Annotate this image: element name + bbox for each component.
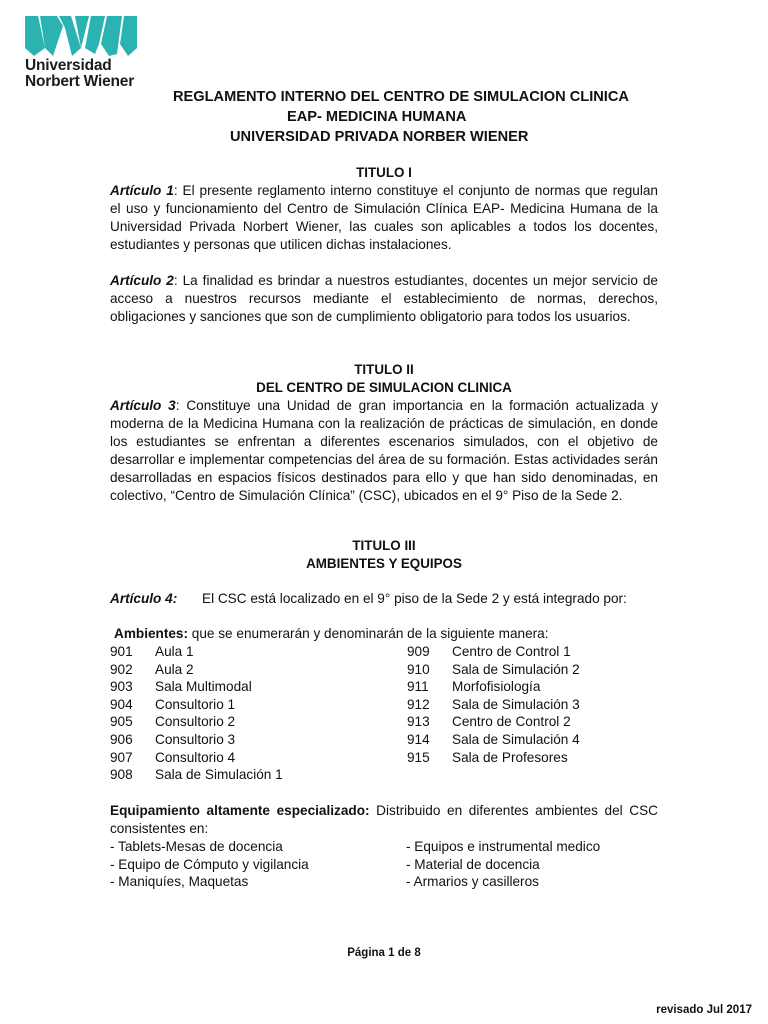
room-name: Centro de Control 2 xyxy=(452,714,571,730)
room-row xyxy=(407,643,667,661)
room-name: Consultorio 3 xyxy=(155,731,236,747)
room-name: Sala de Simulación 2 xyxy=(452,661,580,677)
titulo-2-subheading: DEL CENTRO DE SIMULACION CLINICA xyxy=(256,380,512,395)
room-name: Aula 1 xyxy=(155,644,194,659)
revision-note: revisado Jul 2017 xyxy=(656,1004,752,1016)
equipment-row xyxy=(110,838,670,856)
equipamiento-label: Equipamiento altamente especializado: xyxy=(110,803,370,818)
room-number: 903 xyxy=(110,679,133,695)
logo-book-icon xyxy=(25,14,137,58)
ambientes-intro xyxy=(114,625,662,643)
room-row xyxy=(407,696,667,714)
room-number: 902 xyxy=(110,661,133,677)
room-row xyxy=(407,661,667,679)
equipment-list xyxy=(110,838,670,891)
room-row xyxy=(110,731,370,749)
article-1-text: : El presente reglamento interno constituye el conjunto de normas que regulan el uso y funcionamiento del Centro de Simulación Clínica EAP- Medicina Humana de la Universidad Privada Norbert Wiener, las cuales son aplicables a todos los docentes, estudiantes y personas que utilicen dichas instalaciones. xyxy=(110,183,658,252)
room-row xyxy=(407,713,667,731)
equipamiento-text: Distribuido en diferentes ambientes del CSC consistentes en: xyxy=(110,803,658,836)
article-3-label: Artículo 3 xyxy=(110,398,176,413)
equipment-item: - Tablets-Mesas de docencia xyxy=(110,839,283,854)
room-number: 910 xyxy=(407,661,430,677)
article-2-text: : La finalidad es brindar a nuestros estudiantes, docentes un mejor servicio de acceso a nuestros recursos mediante el establecimiento de normas, derechos, obligaciones y sanciones que son de cumplimiento obligatorio para todos los usuarios. xyxy=(110,273,658,324)
room-number: 901 xyxy=(110,644,133,659)
ambientes-text: que se enumerarán y denominarán de la siguiente manera: xyxy=(188,626,549,641)
rooms-left-column xyxy=(110,643,370,784)
article-1-label: Artículo 1 xyxy=(110,183,174,198)
room-number: 913 xyxy=(407,714,430,730)
rooms-right-column xyxy=(407,643,667,766)
university-logo xyxy=(25,14,145,90)
article-4-text: El CSC está localizado en el 9° piso de la Sede 2 y está integrado por: xyxy=(202,591,627,606)
ambientes-label: Ambientes: xyxy=(114,626,189,641)
room-number: 911 xyxy=(407,679,429,695)
article-1 xyxy=(110,182,658,254)
room-name: Consultorio 4 xyxy=(155,749,236,765)
page-number: Página 1 de 8 xyxy=(347,947,421,959)
room-number: 915 xyxy=(407,749,430,765)
room-number: 905 xyxy=(110,714,133,730)
room-name: Sala Multimodal xyxy=(155,679,252,695)
room-row xyxy=(110,678,370,696)
logo-line-2: Norbert Wiener xyxy=(25,73,135,90)
room-name: Morfofisiología xyxy=(452,679,541,695)
room-name: Consultorio 1 xyxy=(155,696,236,712)
equipamiento-intro xyxy=(110,802,658,838)
doc-title-line-2: EAP- MEDICINA HUMANA xyxy=(287,109,467,125)
room-number: 904 xyxy=(110,696,133,712)
room-name: Sala de Simulación 3 xyxy=(452,696,580,712)
room-number: 908 xyxy=(110,767,133,783)
room-number: 914 xyxy=(407,731,430,747)
titulo-2-heading: TITULO II xyxy=(354,362,414,377)
article-2-label: Artículo 2 xyxy=(110,273,174,288)
titulo-3-subheading: AMBIENTES Y EQUIPOS xyxy=(306,556,462,571)
room-name: Sala de Simulación 4 xyxy=(452,731,580,747)
room-number: 909 xyxy=(407,644,430,659)
room-row xyxy=(110,766,370,784)
room-row xyxy=(110,696,370,714)
equipment-row xyxy=(110,856,670,874)
article-2 xyxy=(110,272,658,326)
room-row xyxy=(110,713,370,731)
article-4-label: Artículo 4: xyxy=(110,591,178,606)
doc-title-line-3: UNIVERSIDAD PRIVADA NORBER WIENER xyxy=(230,129,529,145)
room-name: Centro de Control 1 xyxy=(452,644,571,659)
equipment-item: - Equipo de Cómputo y vigilancia xyxy=(110,856,309,872)
room-name: Consultorio 2 xyxy=(155,714,236,730)
room-row xyxy=(110,643,370,661)
titulo-1-heading: TITULO I xyxy=(356,165,412,180)
logo-line-1: Universidad xyxy=(25,57,112,74)
titulo-3-heading: TITULO III xyxy=(352,538,416,553)
equipment-item: - Material de docencia xyxy=(406,856,540,872)
room-row xyxy=(407,749,667,767)
room-number: 907 xyxy=(110,749,133,765)
doc-title-line-1: REGLAMENTO INTERNO DEL CENTRO DE SIMULACION CLINICA xyxy=(173,89,629,105)
article-3-text: : Constituye una Unidad de gran importancia en la formación actualizada y moderna de la Medicina Humana con la realización de prácticas de simulación, en donde los estudiantes se enfrentan a diferentes escenarios simulados, con el objetivo de desarrollar e implementar competencias del área de su formación. Estas actividades serán desarrolladas en espacios físicos destinados para ello y que han sido denominadas, en colectivo, “Centro de Simulación Clínica” (CSC), ubicados en el 9° Piso de la Sede 2. xyxy=(110,398,658,503)
article-3 xyxy=(110,397,658,505)
room-row xyxy=(407,731,667,749)
room-row xyxy=(110,661,370,679)
room-name: Sala de Simulación 1 xyxy=(155,767,283,783)
equipment-item: - Maniquíes, Maquetas xyxy=(110,874,249,890)
article-4 xyxy=(110,590,658,608)
room-row xyxy=(110,749,370,767)
room-row xyxy=(407,678,667,696)
room-number: 906 xyxy=(110,731,133,747)
equipment-item: - Armarios y casilleros xyxy=(406,874,539,890)
room-number: 912 xyxy=(407,696,430,712)
room-name: Sala de Profesores xyxy=(452,749,568,765)
room-name: Aula 2 xyxy=(155,661,194,677)
equipment-item: - Equipos e instrumental medico xyxy=(406,839,601,854)
equipment-row xyxy=(110,873,670,891)
